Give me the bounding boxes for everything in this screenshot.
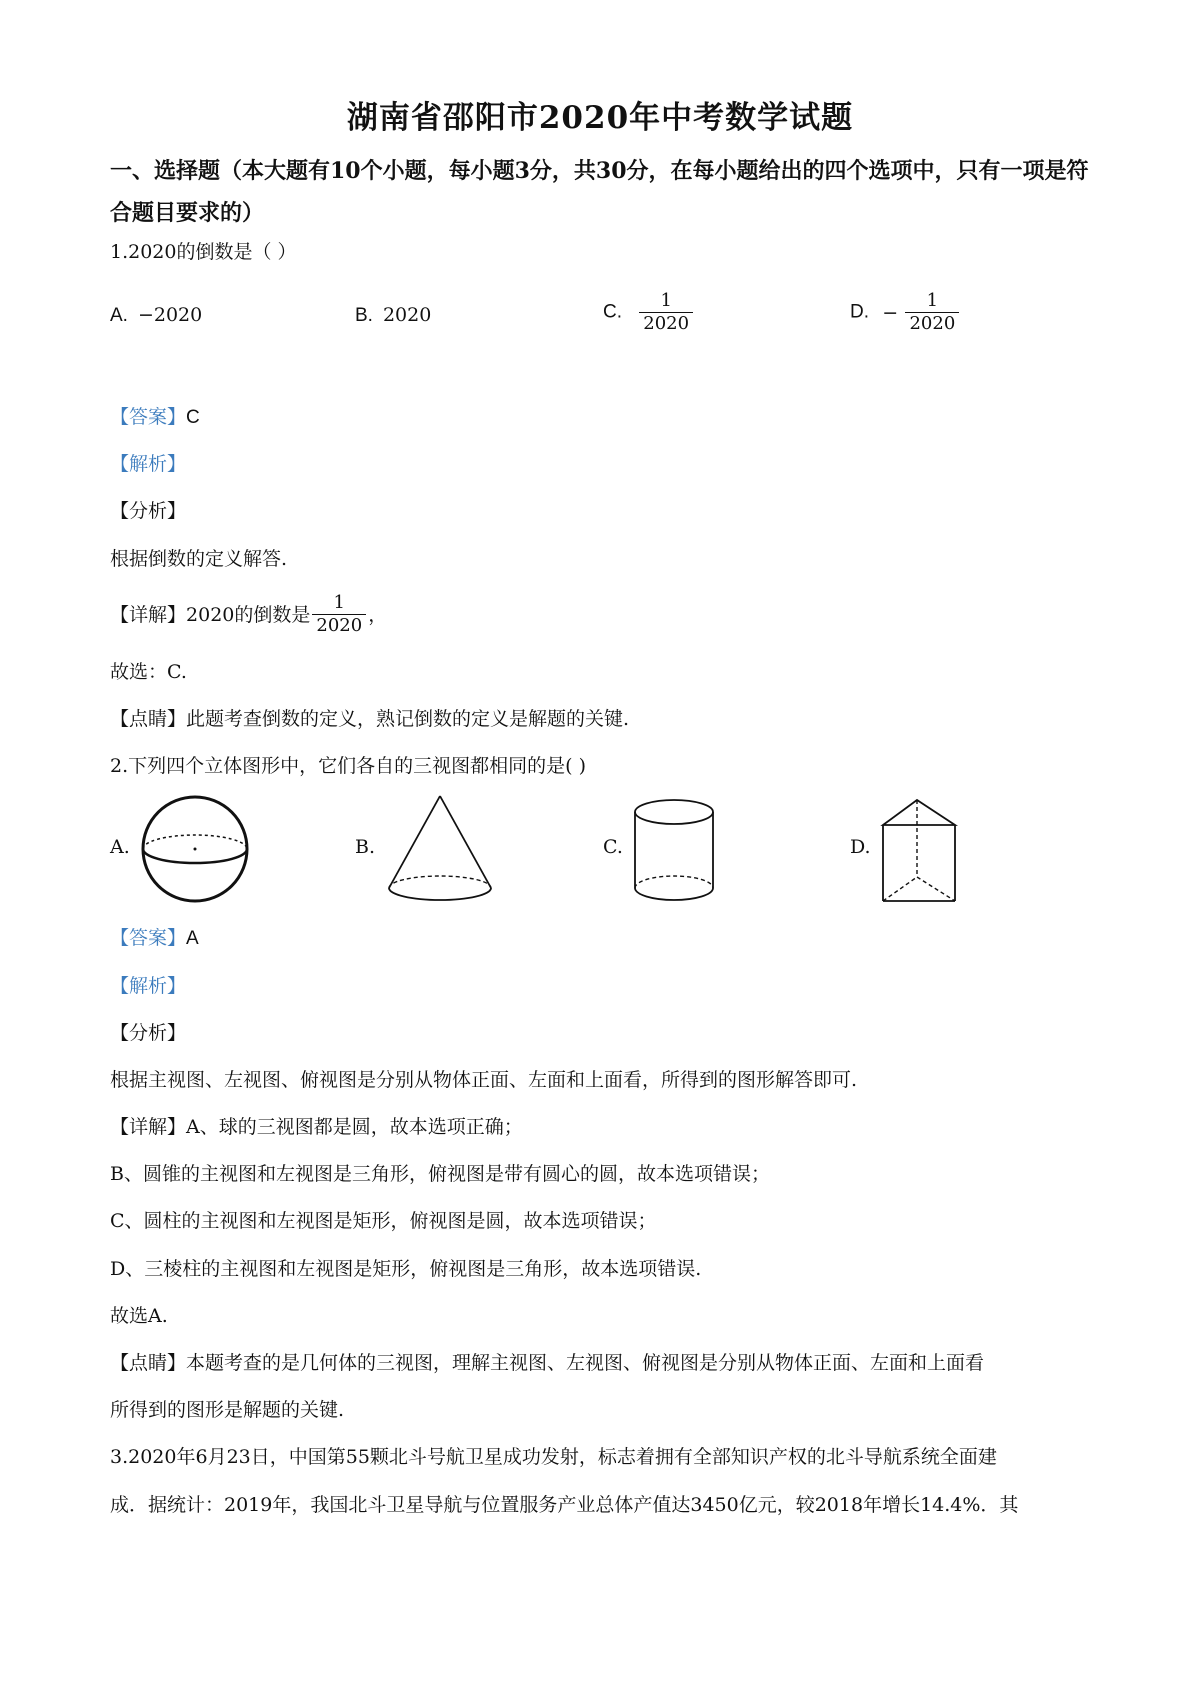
q2-detail-line-2: B、圆锥的主视图和左视图是三角形，俯视图是带有圆心的圆，故本选项错误； [110, 1163, 770, 1185]
q2-fenxi-tag: 【分析】 [110, 1022, 187, 1044]
cone-icon[interactable] [385, 793, 495, 905]
section-heading: 一、选择题（本大题有10个小题，每小题3分，共30分，在每小题给出的四个选项中，只有一项是符合题目要求的） [110, 158, 1089, 226]
q2-point-line-1: 【点睛】本题考查的是几何体的三视图，理解主视图、左视图、俯视图是分别从物体正面、左面和上面看 [110, 1352, 985, 1374]
q2-point-line-2: 所得到的图形是解题的关键. [110, 1399, 345, 1421]
q2-choose: 故选A. [110, 1305, 168, 1327]
triangular-prism-icon[interactable] [879, 795, 959, 907]
q2-fenxi: 根据主视图、左视图、俯视图是分别从物体正面、左面和上面看，所得到的图形解答即可. [110, 1069, 858, 1091]
sphere-icon[interactable] [138, 793, 253, 905]
q1-detail: 【详解】 2020的倒数是 $\frac{1}{2020}$ ， [110, 592, 388, 636]
fraction: $\frac{1}{2020}$ [312, 592, 366, 637]
page-title: 湖南省邵阳市2020年中考数学试题 [346, 100, 854, 136]
q2-detail-line-1: 【详解】A、球的三视图都是圆，故本选项正确； [110, 1116, 523, 1138]
q1-option-b[interactable]: B. 2020 [355, 304, 432, 326]
q2-option-d-label[interactable]: D. [850, 836, 871, 858]
q3-stem-line-1: 3.2020年6月23日，中国第55颗北斗号航卫星成功发射，标志着拥有全部知识产权的北斗导航系统全面建 [110, 1446, 997, 1468]
q3-stem-line-2: 成．据统计：2019年，我国北斗卫星导航与位置服务产业总体产值达3450亿元，较2018年增长14.4%．其 [110, 1494, 1019, 1516]
q1-answer: 【答案】C [110, 406, 200, 428]
q2-option-a-label[interactable]: A. [110, 836, 130, 858]
q2-detail-line-4: D、三棱柱的主视图和左视图是矩形，俯视图是三角形，故本选项错误. [110, 1258, 702, 1280]
q2-answer: 【答案】A [110, 927, 199, 949]
q1-analysis-tag: 【解析】 [110, 453, 187, 475]
fraction: $\frac{1}{2020}$ [905, 290, 959, 335]
q2-option-b-label[interactable]: B. [355, 836, 376, 858]
q2-analysis-tag: 【解析】 [110, 975, 187, 997]
q1-fenxi: 根据倒数的定义解答. [110, 548, 288, 570]
q1-point: 【点睛】此题考查倒数的定义，熟记倒数的定义是解题的关键. [110, 708, 630, 730]
q2-option-c-label[interactable]: C. [603, 836, 623, 858]
q2-stem: 2.下列四个立体图形中，它们各自的三视图都相同的是( ) [110, 755, 586, 777]
q1-choose: 故选：C. [110, 661, 187, 683]
q1-fenxi-tag: 【分析】 [110, 500, 187, 522]
q1-stem: 1.2020的倒数是（ ） [110, 241, 297, 263]
q1-option-a[interactable]: A. −2020 [110, 304, 203, 326]
q1-option-c[interactable]: C. $\frac{1}{2020}$ [603, 290, 693, 335]
fraction: $\frac{1}{2020}$ [639, 290, 693, 335]
q2-detail-line-3: C、圆柱的主视图和左视图是矩形，俯视图是圆，故本选项错误； [110, 1210, 657, 1232]
q1-option-d[interactable]: D. − $\frac{1}{2020}$ [850, 290, 959, 335]
cylinder-icon[interactable] [632, 798, 716, 906]
